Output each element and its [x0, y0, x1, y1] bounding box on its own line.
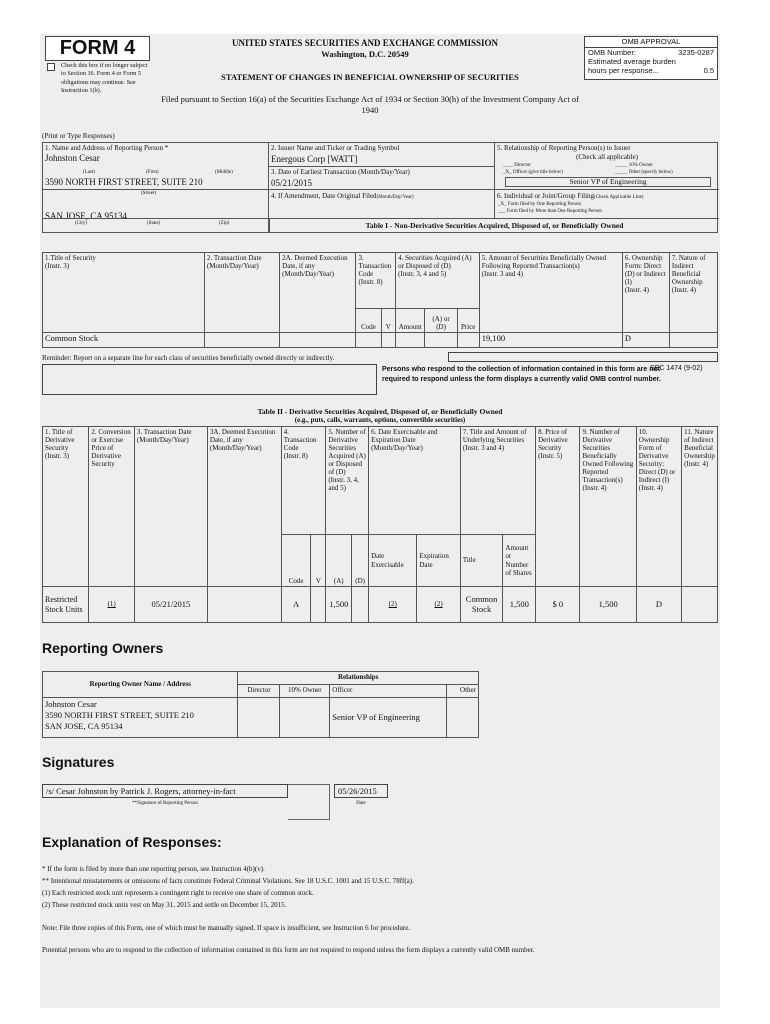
one-person-option[interactable]: _X_ Form filed by One Reporting Person [498, 202, 582, 207]
city-caption: (City) [75, 221, 87, 226]
print-type-note: (Print or Type Responses) [42, 132, 115, 140]
t2-h8: 8. Price of Derivative Security (Instr. 5) [536, 427, 580, 587]
t1-sub-v: V [381, 309, 396, 333]
box6-filing [495, 190, 719, 218]
t2-h2: 2. Conversion or Exercise Price of Derivative Security [89, 427, 134, 587]
issuer-name: Energous Corp [WATT] [271, 154, 358, 164]
t2-expiration-footnote[interactable]: (2) [417, 587, 460, 623]
t1-h3: 3. Transaction Code (Instr. 8) [356, 253, 396, 309]
note-text: Note: File three copies of this Form, one of which must be manually signed. If space is insufficient, see Instruction 6 for procedure. [42, 924, 411, 932]
t2-h6: 6. Date Exercisable and Expiration Date (Month/Day/Year) [369, 427, 461, 535]
t1-h2a: 2A. Deemed Execution Date, if any (Month/Day/Year) [280, 253, 356, 333]
table-row [43, 587, 718, 623]
omb-hours: 0.5 [703, 66, 714, 75]
t2-underlying-title: Common Stock [460, 587, 503, 623]
last-caption: (Last) [83, 170, 95, 175]
director-header: Director [238, 685, 280, 698]
table-row [43, 698, 479, 738]
other-option[interactable]: _____ Other (specify below) [615, 170, 673, 175]
table2-title: Table II - Derivative Securities Acquired, Disposed of, or Beneficially Owned [257, 407, 503, 416]
date-caption: Date [356, 801, 366, 806]
statement-title: STATEMENT OF CHANGES IN BENEFICIAL OWNERSHIP OF SECURITIES [221, 72, 519, 82]
box5-relationship [495, 143, 719, 190]
table-row [43, 333, 718, 348]
owner-name-header: Reporting Owner Name / Address [43, 672, 238, 698]
street-caption: (Street) [141, 191, 156, 196]
t2-price: $ 0 [536, 587, 580, 623]
box6-label: 6. Individual or Joint/Group Filing [497, 192, 595, 200]
t1-h1: 1.Title of Security (Instr. 3) [43, 253, 205, 333]
box6-sub: (Check Applicable Line) [594, 195, 644, 200]
explanation-line-1: * If the form is filed by more than one reporting person, see Instruction 4(b)(v). [42, 865, 265, 873]
box4-label-row [271, 192, 414, 200]
other-header: Other [447, 685, 479, 698]
agency-city: Washington, D.C. 20549 [321, 49, 409, 59]
box1-name-address [43, 143, 269, 233]
t1-h7: 7. Nature of Indirect Beneficial Ownership (Instr. 4) [669, 253, 717, 333]
box3-label: 3. Date of Earliest Transaction (Month/Day/Year) [271, 168, 410, 176]
explanation-heading: Explanation of Responses: [42, 834, 222, 850]
t1-sub-code: Code [356, 309, 381, 333]
owner-name-address: Johnston Cesar 3590 NORTH FIRST STREET, SUITE 210 SAN JOSE, CA 95134 [43, 698, 238, 738]
checkbox-instruction-text: Check this box if no longer subject to Section 16. Form 4 or Form 5 obligations may continue. See Instruction 1(b). [61, 62, 148, 94]
signature-caption: **Signature of Reporting Person [132, 801, 198, 806]
potential-persons-text: Potential persons who are to respond to the collection of information contained in this form are not required to respond unless the form displays a currently valid OMB number. [42, 946, 535, 954]
t2-sub-amount: Amount or Number of Shares [503, 535, 536, 587]
table2-subtitle: (e.g., puts, calls, warrants, options, convertible securities) [294, 416, 466, 424]
omb-hours-label: hours per response... [588, 66, 659, 75]
box4-sub: (Month/Day/Year) [376, 195, 414, 200]
sec-code: SEC 1474 (9-02) [650, 365, 703, 372]
t2-sub-title: Title [460, 535, 503, 587]
t2-sub-exp: Expiration Date [417, 535, 460, 587]
box2-issuer [269, 143, 495, 167]
t2-acquired-amount: 1,500 [326, 587, 352, 623]
form-page [40, 34, 720, 1008]
t2-transaction-date: 05/21/2015 [134, 587, 207, 623]
box4-amendment [269, 190, 495, 218]
t2-h5: 5. Number of Derivative Securities Acquired (A) or Disposed of (D) (Instr. 3, 4, and 5) [326, 427, 369, 535]
city-address: SAN JOSE, CA 95134 [45, 211, 128, 221]
table2-derivative [42, 426, 718, 623]
persons-notice: Persons who respond to the collection of information contained in this form are not required to respond unless the form displays a currently valid OMB control number. [382, 366, 661, 383]
relationships-header: Relationships [238, 672, 479, 685]
box5-label: 5. Relationship of Reporting Person(s) to Issuer [497, 144, 631, 152]
signature-date-field[interactable] [334, 784, 388, 798]
t1-sub-price: Price [457, 309, 479, 333]
omb-hours-row [585, 66, 717, 75]
officer-header: Officer [330, 685, 447, 698]
street-address: 3590 NORTH FIRST STREET, SUITE 210 [45, 177, 203, 187]
table1-title: Table I - Non-Derivative Securities Acquired, Disposed of, or Beneficially Owned [269, 219, 719, 233]
t2-ownership-form: D [636, 587, 681, 623]
signature-text: /s/ Cesar Johnston by Patrick J. Rogers, attorney-in-fact [46, 786, 236, 796]
t2-underlying-amount: 1,500 [503, 587, 536, 623]
explanation-line-3: (1) Each restricted stock unit represents a contingent right to receive one share of common stock. [42, 889, 314, 897]
t1-h6: 6. Ownership Form: Direct (D) or Indirect (I) (Instr. 4) [622, 253, 669, 333]
reporting-info-grid [42, 142, 718, 233]
box1-divider [43, 189, 268, 190]
box2-label: 2. Issuer Name and Ticker or Trading Symbol [271, 144, 400, 152]
table1-non-derivative [42, 252, 718, 348]
form-title: FORM 4 [45, 36, 150, 61]
t2-conversion-footnote[interactable]: (1) [89, 587, 134, 623]
state-caption: (State) [147, 221, 161, 226]
t2-transaction-code: A [281, 587, 311, 623]
filed-pursuant-text: Filed pursuant to Section 16(a) of the Securities Exchange Act of 1934 or Section 30(h) of the Investment Company Act of 1940 [161, 94, 579, 115]
box1-label: 1. Name and Address of Reporting Person * [45, 144, 169, 152]
earliest-transaction-date: 05/21/2015 [271, 178, 313, 188]
t2-h1: 1. Title of Derivative Security (Instr. 3) [43, 427, 89, 587]
explanation-line-2: ** Intentional misstatements or omissions of facts constitute Federal Criminal Violations. See 18 U.S.C. 1001 and 15 U.S.C. 78ff(a). [42, 877, 414, 885]
t2-h7: 7. Title and Amount of Underlying Securities (Instr. 3 and 4) [460, 427, 535, 535]
omb-number: 3235-0287 [678, 48, 714, 57]
box6-label-row [497, 192, 643, 200]
middle-caption: (Middle) [215, 170, 233, 175]
t2-h9: 9. Number of Derivative Securities Beneficially Owned Following Reported Transaction(s) (Instr. 4) [580, 427, 636, 587]
omb-number-row [585, 48, 717, 57]
omb-approval-box [584, 36, 718, 80]
zip-caption: (Zip) [219, 221, 230, 226]
owner-officer-title: Senior VP of Engineering [330, 698, 447, 738]
box4-label: 4. If Amendment, Date Original Filed [271, 192, 377, 200]
t2-sub-date-ex: Date Exercisable [369, 535, 417, 587]
t2-sub-d: (D) [352, 535, 369, 587]
agency-name: UNITED STATES SECURITIES AND EXCHANGE COMMISSION [232, 38, 498, 48]
signatures-heading: Signatures [42, 754, 115, 770]
t1-sub-amount: Amount [396, 309, 425, 333]
t1-h2: 2. Transaction Date (Month/Day/Year) [204, 253, 279, 333]
box3-earliest-date [269, 167, 495, 190]
explanation-line-4: (2) These restricted stock units vest on May 31, 2015 and settle on December 15, 2015. [42, 901, 287, 909]
reminder-text: Reminder: Report on a separate line for each class of securities beneficially owned directly or indirectly. [42, 354, 335, 362]
t2-sub-v: V [311, 535, 326, 587]
ten-percent-owner-header: 10% Owner [280, 685, 330, 698]
signature-field[interactable] [42, 784, 288, 798]
signature-spacer [288, 784, 330, 820]
reporting-owners-table [42, 671, 479, 738]
no-longer-subject-checkbox[interactable] [47, 63, 55, 71]
t2-h4: 4. Transaction Code (Instr. 8) [281, 427, 326, 535]
box5-sub: (Check all applicable) [576, 153, 638, 161]
reminder-box-left [42, 364, 377, 395]
t1-h5: 5. Amount of Securities Beneficially Owned Following Reported Transaction(s) (Instr. 3 and 4) [479, 253, 622, 333]
t2-security-title: Restricted Stock Units [43, 587, 89, 623]
t1-ownership-form: D [622, 333, 669, 348]
omb-title: OMB APPROVAL [585, 37, 717, 48]
first-caption: (First) [146, 170, 159, 175]
t1-amount-owned: 19,100 [479, 333, 622, 348]
omb-burden-label: Estimated average burden [588, 57, 676, 66]
ten-percent-owner-option[interactable]: _____ 10% Owner [615, 163, 653, 168]
director-option[interactable]: ____ Director [503, 163, 531, 168]
omb-number-label: OMB Number: [588, 48, 636, 57]
t2-h10: 10. Ownership Form of Derivative Security: Direct (D) or Indirect (I) (Instr. 4) [636, 427, 681, 587]
t2-sub-a: (A) [326, 535, 352, 587]
reminder-box-right [448, 352, 718, 362]
t1-h4: 4. Securities Acquired (A) or Disposed of (D) (Instr. 3, 4 and 5) [396, 253, 480, 309]
reporting-person-name: Johnston Cesar [45, 153, 100, 163]
t2-date-exercisable-footnote[interactable]: (2) [369, 587, 417, 623]
t1-sub-aord: (A) or (D) [425, 309, 457, 333]
reporting-owners-heading: Reporting Owners [42, 640, 164, 656]
t2-sub-code: Code [281, 535, 311, 587]
officer-option[interactable]: _X_ Officer (give title below) [503, 170, 563, 175]
t2-h11: 11. Nature of Indirect Beneficial Ownership (Instr. 4) [682, 427, 718, 587]
multiple-persons-option[interactable]: ___ Form filed by More than One Reporting Person [498, 209, 602, 214]
t1-security-title: Common Stock [43, 333, 205, 348]
t2-h3: 3. Transaction Date (Month/Day/Year) [134, 427, 207, 587]
signature-date: 05/26/2015 [338, 786, 377, 796]
t2-owned-following: 1,500 [580, 587, 636, 623]
t2-h3a: 3A. Deemed Execution Date, if any (Month/Day/Year) [207, 427, 281, 587]
officer-title: Senior VP of Engineering [505, 177, 711, 187]
